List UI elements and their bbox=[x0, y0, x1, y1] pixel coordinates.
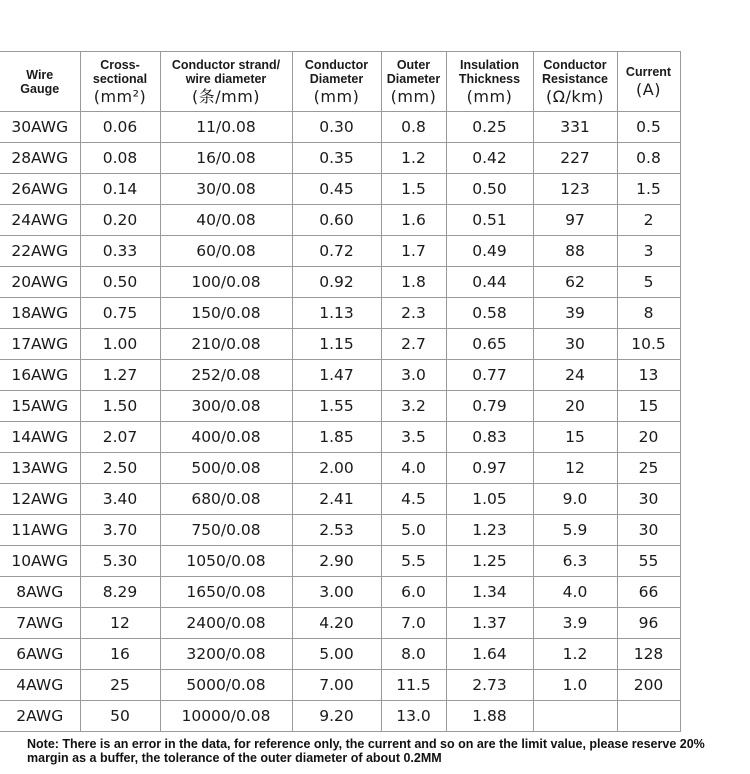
table-cell: 150/0.08 bbox=[160, 298, 292, 329]
table-cell: 0.49 bbox=[446, 236, 533, 267]
table-row bbox=[0, 298, 680, 329]
table-cell: 25 bbox=[617, 453, 680, 484]
table-cell: 62 bbox=[533, 267, 617, 298]
table-row bbox=[0, 670, 680, 701]
table-cell: 1.27 bbox=[80, 360, 160, 391]
table-cell: 26AWG bbox=[0, 174, 80, 205]
table-cell: 5.30 bbox=[80, 546, 160, 577]
table-cell: 750/0.08 bbox=[160, 515, 292, 546]
table-cell: 128 bbox=[617, 639, 680, 670]
table-cell: 3.00 bbox=[292, 577, 381, 608]
table-cell: 1.50 bbox=[80, 391, 160, 422]
table-cell: 0.8 bbox=[381, 112, 446, 143]
table-cell: 1.15 bbox=[292, 329, 381, 360]
table-cell: 88 bbox=[533, 236, 617, 267]
table-row bbox=[0, 329, 680, 360]
header-row bbox=[0, 52, 680, 112]
table-cell: 1.47 bbox=[292, 360, 381, 391]
table-cell: 2.50 bbox=[80, 453, 160, 484]
table-cell: 3.9 bbox=[533, 608, 617, 639]
table-cell: 1.5 bbox=[381, 174, 446, 205]
table-cell: 1.88 bbox=[446, 701, 533, 732]
table-cell: 0.77 bbox=[446, 360, 533, 391]
table-cell: 15 bbox=[533, 422, 617, 453]
table-cell: 5.9 bbox=[533, 515, 617, 546]
table-cell: 97 bbox=[533, 205, 617, 236]
table-cell: 1.25 bbox=[446, 546, 533, 577]
table-cell: 4.0 bbox=[381, 453, 446, 484]
table-cell: 40/0.08 bbox=[160, 205, 292, 236]
table-cell: 0.45 bbox=[292, 174, 381, 205]
table-cell: 6.0 bbox=[381, 577, 446, 608]
table-cell: 13AWG bbox=[0, 453, 80, 484]
table-cell: 3.70 bbox=[80, 515, 160, 546]
table-cell: 0.35 bbox=[292, 143, 381, 174]
table-row bbox=[0, 515, 680, 546]
table-cell: 30AWG bbox=[0, 112, 80, 143]
table-cell: 0.75 bbox=[80, 298, 160, 329]
table-cell: 2.73 bbox=[446, 670, 533, 701]
table-cell: 16AWG bbox=[0, 360, 80, 391]
table-row bbox=[0, 701, 680, 732]
header-label: Conductor strand/ wire diameter bbox=[171, 57, 281, 86]
table-cell: 2.00 bbox=[292, 453, 381, 484]
table-cell: 400/0.08 bbox=[160, 422, 292, 453]
table-cell: 28AWG bbox=[0, 143, 80, 174]
table-cell: 55 bbox=[617, 546, 680, 577]
wire-spec-table-container bbox=[0, 51, 681, 732]
header-label: Conductor Diameter bbox=[304, 57, 369, 86]
table-cell: 1.2 bbox=[533, 639, 617, 670]
table-row bbox=[0, 360, 680, 391]
table-cell: 8.0 bbox=[381, 639, 446, 670]
header-label: Outer Diameter bbox=[386, 57, 441, 86]
table-cell: 0.51 bbox=[446, 205, 533, 236]
table-cell: 9.20 bbox=[292, 701, 381, 732]
table-cell: 17AWG bbox=[0, 329, 80, 360]
table-cell bbox=[533, 701, 617, 732]
header-cross-sectional bbox=[80, 52, 160, 112]
table-cell: 30 bbox=[617, 484, 680, 515]
table-cell: 0.5 bbox=[617, 112, 680, 143]
table-cell: 0.44 bbox=[446, 267, 533, 298]
table-cell: 2.07 bbox=[80, 422, 160, 453]
table-header bbox=[0, 52, 680, 112]
table-cell: 3.0 bbox=[381, 360, 446, 391]
table-cell: 16 bbox=[80, 639, 160, 670]
table-cell: 13 bbox=[617, 360, 680, 391]
table-cell: 1.8 bbox=[381, 267, 446, 298]
table-cell: 1.37 bbox=[446, 608, 533, 639]
table-cell: 30 bbox=[533, 329, 617, 360]
table-cell: 4AWG bbox=[0, 670, 80, 701]
header-unit: (条/mm) bbox=[191, 86, 261, 106]
table-cell: 30 bbox=[617, 515, 680, 546]
table-row bbox=[0, 577, 680, 608]
header-wire-gauge bbox=[0, 52, 80, 112]
table-cell: 1.85 bbox=[292, 422, 381, 453]
header-unit: (Ω/km) bbox=[546, 86, 604, 106]
table-cell: 2.7 bbox=[381, 329, 446, 360]
table-cell: 2.53 bbox=[292, 515, 381, 546]
table-cell: 0.92 bbox=[292, 267, 381, 298]
header-label: Cross- sectional bbox=[92, 57, 148, 86]
header-label: Conductor Resistance bbox=[541, 57, 608, 86]
table-cell: 1.00 bbox=[80, 329, 160, 360]
table-cell: 15 bbox=[617, 391, 680, 422]
table-cell: 1.6 bbox=[381, 205, 446, 236]
table-cell: 1.23 bbox=[446, 515, 533, 546]
table-row bbox=[0, 391, 680, 422]
table-cell: 0.8 bbox=[617, 143, 680, 174]
footnote: Note: There is an error in the data, for reference only, the current and so on are the limit value, please reserve 20% margin as a buffer, the tolerance of the outer diameter of about 0.2MM bbox=[27, 737, 705, 765]
table-cell: 11.5 bbox=[381, 670, 446, 701]
table-cell: 10AWG bbox=[0, 546, 80, 577]
table-row bbox=[0, 236, 680, 267]
table-cell: 1650/0.08 bbox=[160, 577, 292, 608]
table-cell: 227 bbox=[533, 143, 617, 174]
table-cell: 12 bbox=[80, 608, 160, 639]
table-cell: 2.41 bbox=[292, 484, 381, 515]
table-row bbox=[0, 205, 680, 236]
header-conductor-resistance bbox=[533, 52, 617, 112]
header-label: Current bbox=[625, 64, 672, 79]
table-cell: 0.25 bbox=[446, 112, 533, 143]
table-cell: 2 bbox=[617, 205, 680, 236]
table-cell: 39 bbox=[533, 298, 617, 329]
table-cell: 2.3 bbox=[381, 298, 446, 329]
table-cell: 10000/0.08 bbox=[160, 701, 292, 732]
table-cell: 8 bbox=[617, 298, 680, 329]
table-cell: 96 bbox=[617, 608, 680, 639]
table-cell: 0.42 bbox=[446, 143, 533, 174]
table-cell: 1.2 bbox=[381, 143, 446, 174]
table-cell: 1.7 bbox=[381, 236, 446, 267]
table-cell: 1.34 bbox=[446, 577, 533, 608]
table-cell: 100/0.08 bbox=[160, 267, 292, 298]
header-label: Insulation Thickness bbox=[458, 57, 521, 86]
table-cell: 7.00 bbox=[292, 670, 381, 701]
table-cell: 0.79 bbox=[446, 391, 533, 422]
table-cell: 252/0.08 bbox=[160, 360, 292, 391]
table-cell: 3.5 bbox=[381, 422, 446, 453]
table-cell: 0.06 bbox=[80, 112, 160, 143]
header-insulation-thickness bbox=[446, 52, 533, 112]
table-cell: 5 bbox=[617, 267, 680, 298]
header-current bbox=[617, 52, 680, 112]
table-cell: 0.30 bbox=[292, 112, 381, 143]
table-cell: 0.72 bbox=[292, 236, 381, 267]
table-cell: 6AWG bbox=[0, 639, 80, 670]
table-cell: 3200/0.08 bbox=[160, 639, 292, 670]
header-unit: (A) bbox=[636, 79, 661, 99]
table-cell: 15AWG bbox=[0, 391, 80, 422]
table-cell: 22AWG bbox=[0, 236, 80, 267]
table-cell: 50 bbox=[80, 701, 160, 732]
table-cell: 1.55 bbox=[292, 391, 381, 422]
table-cell: 1.13 bbox=[292, 298, 381, 329]
header-conductor-diameter bbox=[292, 52, 381, 112]
table-row bbox=[0, 639, 680, 670]
table-row bbox=[0, 112, 680, 143]
table-cell: 4.0 bbox=[533, 577, 617, 608]
table-cell: 1.5 bbox=[617, 174, 680, 205]
table-cell: 18AWG bbox=[0, 298, 80, 329]
header-label: Wire Gauge bbox=[20, 67, 60, 96]
table-cell: 300/0.08 bbox=[160, 391, 292, 422]
table-cell: 12 bbox=[533, 453, 617, 484]
table-cell: 0.50 bbox=[446, 174, 533, 205]
header-unit: (mm²) bbox=[93, 86, 147, 106]
table-cell: 0.97 bbox=[446, 453, 533, 484]
table-row bbox=[0, 143, 680, 174]
table-cell: 9.0 bbox=[533, 484, 617, 515]
table-cell: 5000/0.08 bbox=[160, 670, 292, 701]
table-row bbox=[0, 546, 680, 577]
table-cell: 0.83 bbox=[446, 422, 533, 453]
table-cell: 680/0.08 bbox=[160, 484, 292, 515]
table-cell: 60/0.08 bbox=[160, 236, 292, 267]
table-cell: 8AWG bbox=[0, 577, 80, 608]
table-cell: 0.33 bbox=[80, 236, 160, 267]
table-cell: 8.29 bbox=[80, 577, 160, 608]
table-cell: 3 bbox=[617, 236, 680, 267]
table-row bbox=[0, 453, 680, 484]
table-cell: 66 bbox=[617, 577, 680, 608]
table-cell: 0.08 bbox=[80, 143, 160, 174]
table-cell: 11AWG bbox=[0, 515, 80, 546]
table-body bbox=[0, 112, 680, 732]
table-cell: 3.40 bbox=[80, 484, 160, 515]
table-cell: 12AWG bbox=[0, 484, 80, 515]
table-cell: 7.0 bbox=[381, 608, 446, 639]
table-row bbox=[0, 422, 680, 453]
table-cell: 20 bbox=[617, 422, 680, 453]
wire-spec-table bbox=[0, 51, 681, 732]
table-cell: 11/0.08 bbox=[160, 112, 292, 143]
table-cell: 10.5 bbox=[617, 329, 680, 360]
table-cell: 2400/0.08 bbox=[160, 608, 292, 639]
table-cell: 0.58 bbox=[446, 298, 533, 329]
table-cell: 4.20 bbox=[292, 608, 381, 639]
table-cell: 4.5 bbox=[381, 484, 446, 515]
table-cell: 0.50 bbox=[80, 267, 160, 298]
table-cell: 20AWG bbox=[0, 267, 80, 298]
table-cell bbox=[617, 701, 680, 732]
table-cell: 0.14 bbox=[80, 174, 160, 205]
table-cell: 331 bbox=[533, 112, 617, 143]
table-cell: 24AWG bbox=[0, 205, 80, 236]
header-conductor-strand bbox=[160, 52, 292, 112]
table-cell: 1.0 bbox=[533, 670, 617, 701]
header-unit: (mm) bbox=[390, 86, 437, 106]
header-outer-diameter bbox=[381, 52, 446, 112]
table-cell: 16/0.08 bbox=[160, 143, 292, 174]
table-cell: 1050/0.08 bbox=[160, 546, 292, 577]
header-unit: (mm) bbox=[466, 86, 513, 106]
header-unit: (mm) bbox=[313, 86, 360, 106]
table-cell: 210/0.08 bbox=[160, 329, 292, 360]
table-cell: 0.60 bbox=[292, 205, 381, 236]
table-cell: 123 bbox=[533, 174, 617, 205]
table-row bbox=[0, 608, 680, 639]
table-cell: 200 bbox=[617, 670, 680, 701]
table-cell: 14AWG bbox=[0, 422, 80, 453]
table-cell: 5.0 bbox=[381, 515, 446, 546]
table-cell: 20 bbox=[533, 391, 617, 422]
table-cell: 5.5 bbox=[381, 546, 446, 577]
table-cell: 500/0.08 bbox=[160, 453, 292, 484]
table-cell: 0.20 bbox=[80, 205, 160, 236]
table-row bbox=[0, 267, 680, 298]
table-cell: 25 bbox=[80, 670, 160, 701]
table-row bbox=[0, 174, 680, 205]
table-cell: 7AWG bbox=[0, 608, 80, 639]
table-cell: 5.00 bbox=[292, 639, 381, 670]
table-cell: 1.05 bbox=[446, 484, 533, 515]
table-cell: 2AWG bbox=[0, 701, 80, 732]
table-cell: 2.90 bbox=[292, 546, 381, 577]
table-cell: 30/0.08 bbox=[160, 174, 292, 205]
table-cell: 3.2 bbox=[381, 391, 446, 422]
table-cell: 24 bbox=[533, 360, 617, 391]
table-row bbox=[0, 484, 680, 515]
table-cell: 0.65 bbox=[446, 329, 533, 360]
table-cell: 1.64 bbox=[446, 639, 533, 670]
table-cell: 13.0 bbox=[381, 701, 446, 732]
table-cell: 6.3 bbox=[533, 546, 617, 577]
